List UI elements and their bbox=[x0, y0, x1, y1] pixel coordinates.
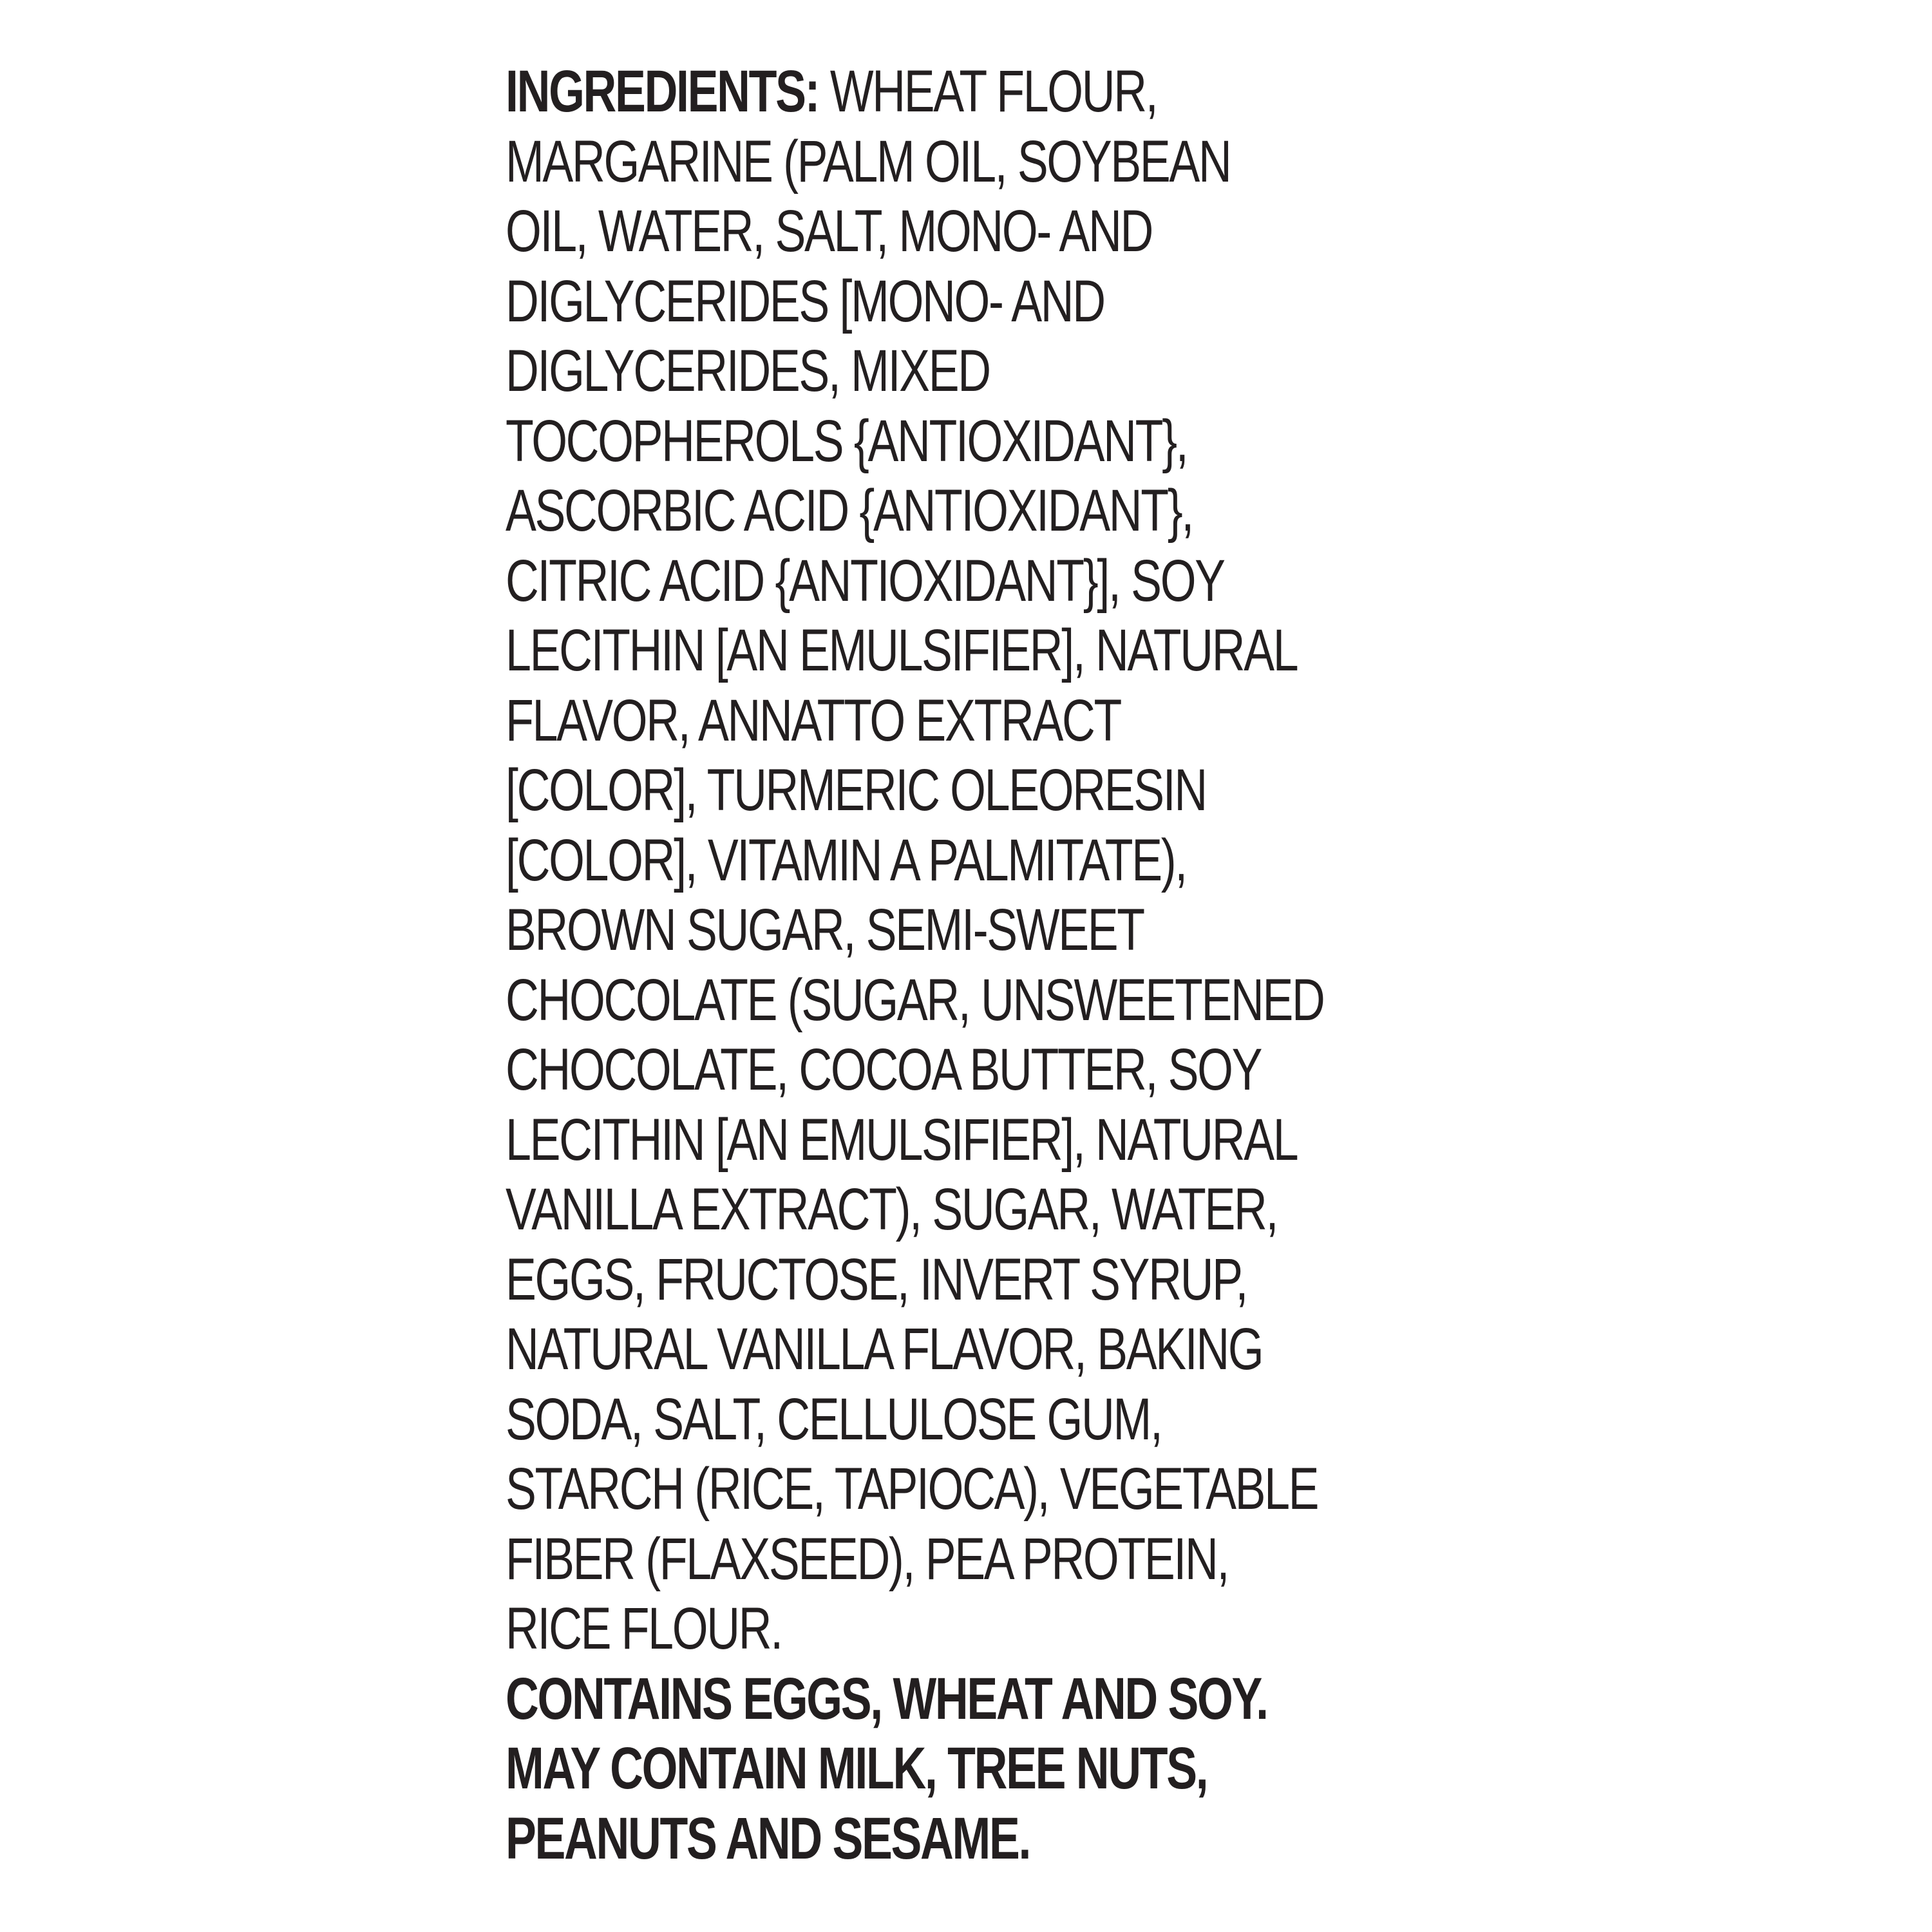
ingredients-line: STARCH (RICE, TAPIOCA), VEGETABLE bbox=[506, 1456, 1318, 1522]
ingredients-line: CHOCOLATE (SUGAR, UNSWEETENED bbox=[506, 967, 1324, 1033]
allergen-statement: PEANUTS AND SESAME. bbox=[506, 1805, 1030, 1871]
ingredients-line: VANILLA EXTRACT), SUGAR, WATER, bbox=[506, 1177, 1278, 1242]
allergen-statement: CONTAINS EGGS, WHEAT AND SOY. bbox=[506, 1665, 1267, 1732]
ingredients-line: MARGARINE (PALM OIL, SOYBEAN bbox=[506, 128, 1231, 194]
ingredients-line: DIGLYCERIDES, MIXED bbox=[506, 338, 990, 404]
ingredients-line: ASCORBIC ACID {ANTIOXIDANT}, bbox=[506, 478, 1193, 544]
ingredients-line: LECITHIN [AN EMULSIFIER], NATURAL bbox=[506, 1106, 1298, 1173]
ingredients-line: CHOCOLATE, COCOA BUTTER, SOY bbox=[506, 1037, 1262, 1103]
ingredients-text: WHEAT FLOUR, bbox=[819, 59, 1157, 124]
ingredients-line: RICE FLOUR. bbox=[506, 1596, 782, 1662]
ingredients-line: EGGS, FRUCTOSE, INVERT SYRUP, bbox=[506, 1246, 1247, 1312]
ingredients-line: OIL, WATER, SALT, MONO- AND bbox=[506, 198, 1153, 264]
ingredients-line: DIGLYCERIDES [MONO- AND bbox=[506, 268, 1104, 334]
ingredients-line: CITRIC ACID {ANTIOXIDANT}], SOY bbox=[506, 547, 1224, 614]
ingredients-line bbox=[506, 57, 1219, 127]
ingredients-line: TOCOPHEROLS {ANTIOXIDANT}, bbox=[506, 408, 1188, 474]
ingredients-line: NATURAL VANILLA FLAVOR, BAKING bbox=[506, 1316, 1263, 1382]
ingredients-line: [COLOR], TURMERIC OLEORESIN bbox=[506, 757, 1206, 823]
ingredients-line: SODA, SALT, CELLULOSE GUM, bbox=[506, 1386, 1162, 1452]
ingredients-heading: INGREDIENTS: bbox=[506, 59, 819, 124]
ingredients-line: FIBER (FLAXSEED), PEA PROTEIN, bbox=[506, 1526, 1229, 1592]
ingredients-line: FLAVOR, ANNATTO EXTRACT bbox=[506, 687, 1121, 753]
ingredients-line: LECITHIN [AN EMULSIFIER], NATURAL bbox=[506, 618, 1298, 683]
ingredients-line: [COLOR], VITAMIN A PALMITATE), bbox=[506, 827, 1186, 893]
ingredients-label bbox=[506, 57, 1420, 1873]
ingredients-line: BROWN SUGAR, SEMI-SWEET bbox=[506, 897, 1144, 963]
allergen-statement: MAY CONTAIN MILK, TREE NUTS, bbox=[506, 1736, 1208, 1801]
